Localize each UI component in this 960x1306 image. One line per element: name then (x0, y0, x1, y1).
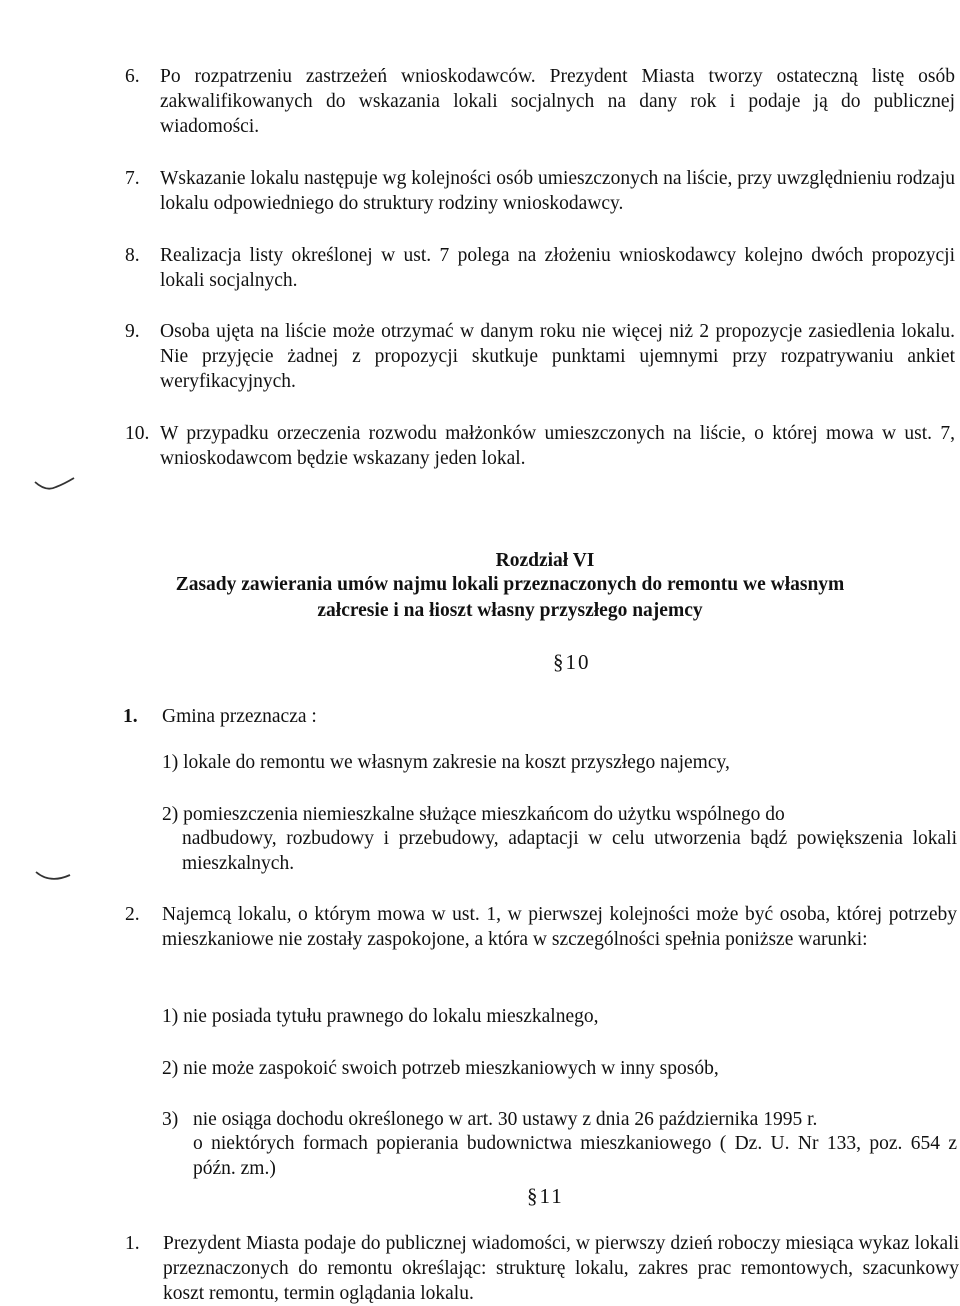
item-text: Po rozpatrzeniu zastrzeżeń wnioskodawców. Prezydent Miasta tworzy ostateczną listę osób zakwalifikowanych do wskazania lokali socjalnych na dany rok i podaje ją do publicznej wiadomości. (160, 66, 955, 137)
list-item-9 (125, 319, 955, 394)
s10-point-2 (125, 902, 957, 952)
item-number: 2. (125, 904, 140, 925)
item-text: Najemcą lokalu, o którym mowa w ust. 1, w pierwszej kolejności może być osoba, której potrzeby mieszkaniowe nie zostały zaspokojone, a która w szczególności spełnia poniższe warunki: (162, 904, 957, 950)
list-item-7 (125, 166, 955, 216)
s10-sub-1: 1) lokale do remontu we własnym zakresie na koszt przyszłego najemcy, (162, 752, 730, 773)
item-text: Realizacja listy określonej w ust. 7 polega na złożeniu wnioskodawcy kolejno dwóch propozycji lokali socjalnych. (160, 245, 955, 291)
item-number: 7. (125, 168, 140, 189)
item-number: 10. (125, 423, 150, 444)
s10-condition-3-lead: nie osiąga dochodu określonego w art. 30 ustawy z dnia 26 października 1995 r. (193, 1109, 818, 1130)
item-text: Wskazanie lokalu następuje wg kolejności osób umieszczonych na liście, przy uwzględnieniu rodzaju lokalu odpowiedniego do struktury rodziny wnioskodawcy. (160, 168, 955, 214)
s10-condition-2: 2) nie może zaspokoić swoich potrzeb mieszkaniowych w inny sposób, (162, 1058, 719, 1079)
s11-point-1 (125, 1231, 959, 1306)
s10-sub-2-rest: nadbudowy, rozbudowy i przebudowy, adaptacji w celu utworzenia bądź powiększenia lokali mieszkalnych. (182, 828, 957, 874)
section-mark-11: §11 (527, 1184, 564, 1208)
chapter-subtitle-line2: załcresie i na łioszt własny przyszłego najemcy (317, 600, 703, 621)
list-item-8 (125, 243, 955, 293)
item-text: W przypadku orzeczenia rozwodu małżonków umieszczonych na liście, o której mowa w ust. 7, wnioskodawcom będzie wskazany jeden lokal. (160, 423, 955, 469)
s10-sub-2-lead: 2) pomieszczenia niemieszkalne służące mieszkańcom do użytku wspólnego do (162, 804, 785, 825)
s10-condition-1: 1) nie posiada tytułu prawnego do lokalu mieszkalnego, (162, 1006, 599, 1027)
list-item-6 (125, 64, 955, 139)
item-number: 9. (125, 321, 140, 342)
item-number: 8. (125, 245, 140, 266)
item-number: 6. (125, 66, 140, 87)
s10-point-1-text: Gmina przeznacza : (162, 706, 317, 727)
margin-mark-2 (34, 866, 74, 886)
item-text: Osoba ujęta na liście może otrzymać w danym roku nie więcej niż 2 propozycje zasiedlenia lokalu. Nie przyjęcie żadnej z propozycji skutkuje punktami ujemnymi przy rozpatrywaniu ankiet weryfikacyjnych. (160, 321, 955, 392)
s10-condition-3-num: 3) (162, 1109, 179, 1130)
list-item-10 (125, 421, 955, 471)
item-number: 1. (125, 1233, 140, 1254)
item-text: Prezydent Miasta podaje do publicznej wiadomości, w pierwszy dzień roboczy miesiąca wykaz lokali przeznaczonych do remontu określając: strukturę lokalu, zakres prac remontowych, szacunkowy koszt remontu, termin oglądania lokalu. (163, 1233, 959, 1304)
s10-condition-3-rest: o niektórych formach popierania budownictwa mieszkaniowego ( Dz. U. Nr 133, poz. 654 z późn. zm.) (193, 1133, 957, 1179)
margin-mark-1 (32, 472, 80, 494)
s10-point-1-num: 1. (123, 706, 138, 727)
section-mark-10: §10 (553, 650, 591, 674)
chapter-subtitle-line1: Zasady zawierania umów najmu lokali przeznaczonych do remontu we własnym (175, 574, 845, 595)
chapter-title: Rozdział VI (495, 550, 595, 571)
